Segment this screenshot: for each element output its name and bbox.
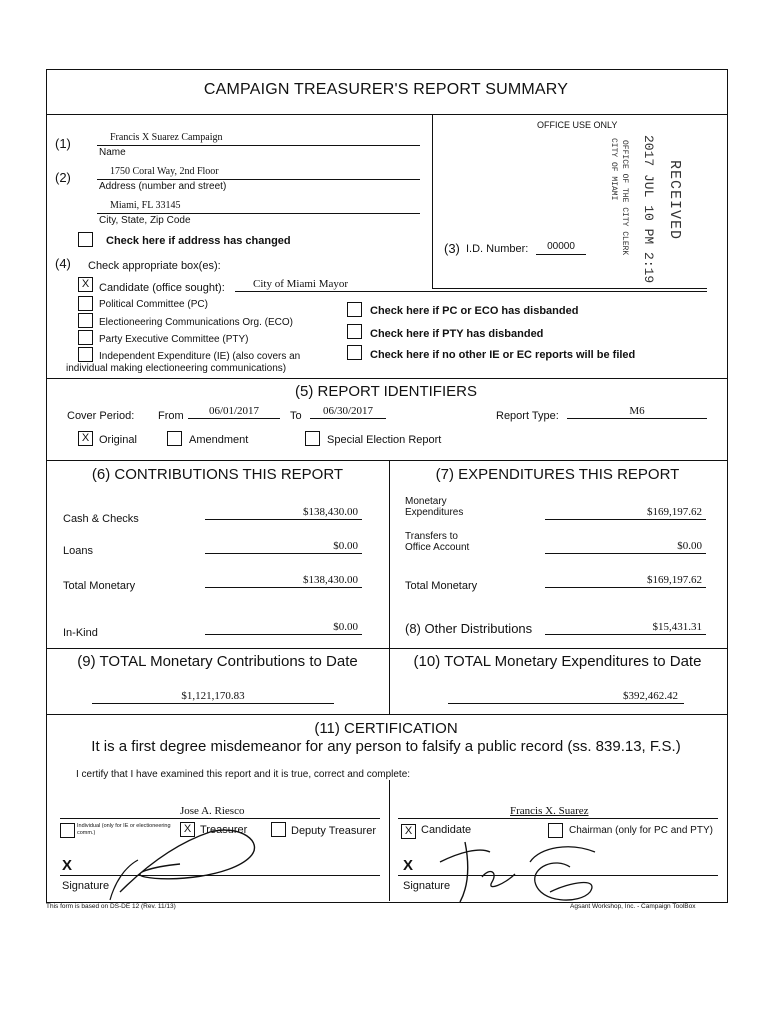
contributions-heading: (6) CONTRIBUTIONS THIS REPORT xyxy=(91,466,344,483)
pc-disbanded-checkbox[interactable] xyxy=(347,302,362,317)
ie-checkbox[interactable] xyxy=(78,347,93,362)
loans-value[interactable]: $0.00 xyxy=(205,539,362,554)
expenditures-heading: (7) EXPENDITURES THIS REPORT xyxy=(435,466,680,483)
certification-heading: (11) CERTIFICATION xyxy=(314,720,458,737)
exp-total-monetary-value[interactable]: $169,197.62 xyxy=(545,573,706,588)
office-use-label: OFFICE USE ONLY xyxy=(537,120,618,130)
signature-divider xyxy=(389,780,390,901)
certification-warning: It is a first degree misdemeanor for any person to falsify a public record (ss. 839.13, F.S.) xyxy=(91,738,681,755)
item-2-num: (2) xyxy=(55,170,71,185)
city-stamp: CITY OF MIAMI xyxy=(609,138,618,201)
divider xyxy=(46,714,727,715)
treasurer-x-mark: X xyxy=(62,857,73,874)
eco-label: Electioneering Communications Org. (ECO) xyxy=(99,317,293,328)
treasurer-label: Treasurer xyxy=(200,824,248,836)
name-line xyxy=(97,145,420,146)
received-date-stamp: 2017 JUL 10 PM 2:19 xyxy=(641,135,656,284)
other-distributions-label: (8) Other Distributions xyxy=(405,621,533,636)
candidate-signature-label: Signature xyxy=(403,880,451,892)
total-expenditures-value[interactable]: $392,462.42 xyxy=(448,689,684,704)
inkind-value[interactable]: $0.00 xyxy=(205,620,362,635)
office-divider xyxy=(432,114,433,288)
monetary-expenditures-value[interactable]: $169,197.62 xyxy=(545,505,706,520)
column-divider xyxy=(389,460,390,714)
item-1-num: (1) xyxy=(55,136,71,151)
report-type-label: Report Type: xyxy=(496,410,559,422)
report-type-value[interactable]: M6 xyxy=(567,404,707,419)
amendment-label: Amendment xyxy=(189,434,249,446)
footer-right: Agsant Workshop, Inc. - Campaign ToolBox xyxy=(570,903,696,910)
check-boxes-label: Check appropriate box(es): xyxy=(88,260,221,272)
address-changed-checkbox[interactable] xyxy=(78,232,93,247)
divider xyxy=(46,460,727,461)
other-distributions-value[interactable]: $15,431.31 xyxy=(545,620,706,635)
no-other-reports-label: Check here if no other IE or EC reports will be filed xyxy=(370,349,636,361)
footer-left: This form is based on DS-DE 12 (Rev. 11/13) xyxy=(46,903,176,910)
divider xyxy=(46,378,727,379)
transfers-value[interactable]: $0.00 xyxy=(545,539,706,554)
special-election-checkbox[interactable] xyxy=(305,431,320,446)
monetary-label-line2: Expenditures xyxy=(405,507,464,518)
office-bottom xyxy=(432,288,707,289)
to-value[interactable]: 06/30/2017 xyxy=(310,404,386,419)
city-line xyxy=(97,213,420,214)
id-number-value[interactable]: 00000 xyxy=(536,240,586,255)
pty-checkbox[interactable] xyxy=(78,330,93,345)
treasurer-name-line xyxy=(60,818,380,819)
monetary-label-line1: Monetary xyxy=(405,496,447,507)
treasurer-signature xyxy=(90,822,300,902)
from-value[interactable]: 06/01/2017 xyxy=(188,404,280,419)
ie-label: Independent Expenditure (IE) (also covers an xyxy=(99,351,301,362)
transfers-label-line2: Office Account xyxy=(405,542,470,553)
address-value[interactable]: 1750 Coral Way, 2nd Floor xyxy=(110,166,219,177)
certification-statement: I certify that I have examined this report and it is true, correct and complete: xyxy=(76,769,411,780)
pc-label: Political Committee (PC) xyxy=(99,299,208,310)
pc-checkbox[interactable] xyxy=(78,296,93,311)
candidate-checkbox[interactable]: X xyxy=(78,277,93,292)
pc-disbanded-label: Check here if PC or ECO has disbanded xyxy=(370,305,579,317)
deputy-treasurer-label: Deputy Treasurer xyxy=(291,825,376,837)
inkind-label: In-Kind xyxy=(63,627,98,639)
transfers-label-line1: Transfers to xyxy=(405,531,458,542)
city-value[interactable]: Miami, FL 33145 xyxy=(110,200,181,211)
total-contributions-value[interactable]: $1,121,170.83 xyxy=(92,689,334,704)
candidate-name[interactable]: Francis X. Suarez xyxy=(510,805,589,817)
ie-label-2: individual making electioneering communications) xyxy=(66,363,287,374)
candidate-sign-checkbox[interactable]: X xyxy=(401,824,416,839)
candidate-value[interactable]: City of Miami Mayor xyxy=(253,278,349,290)
id-number-num: (3) xyxy=(444,241,460,256)
total-contributions-heading: (9) TOTAL Monetary Contributions to Date xyxy=(77,653,358,670)
candidate-sign-label: Candidate xyxy=(421,824,472,836)
exp-total-monetary-label: Total Monetary xyxy=(405,580,478,592)
address-label: Address (number and street) xyxy=(99,181,227,192)
special-election-label: Special Election Report xyxy=(327,434,442,446)
original-checkbox[interactable]: X xyxy=(78,431,93,446)
form-title: CAMPAIGN TREASURER'S REPORT SUMMARY xyxy=(203,81,569,98)
treasurer-checkbox[interactable]: X xyxy=(180,822,195,837)
divider xyxy=(46,648,727,649)
id-number-label: I.D. Number: xyxy=(466,243,529,255)
item-4-num: (4) xyxy=(55,256,71,271)
address-changed-label: Check here if address has changed xyxy=(106,235,291,247)
original-label: Original xyxy=(99,434,137,446)
no-other-reports-checkbox[interactable] xyxy=(347,345,362,360)
identifiers-heading: (5) REPORT IDENTIFIERS xyxy=(295,383,477,400)
cash-value[interactable]: $138,430.00 xyxy=(205,505,362,520)
candidate-signature xyxy=(420,822,620,907)
office-stamp: OFFICE OF THE CITY CLERK xyxy=(620,140,629,256)
total-expenditures-heading: (10) TOTAL Monetary Expenditures to Date xyxy=(413,653,702,670)
pty-disbanded-checkbox[interactable] xyxy=(347,324,362,339)
individual-label: Individual (only for IE or electioneering comm.) xyxy=(77,823,171,836)
received-stamp: RECEIVED xyxy=(666,160,683,241)
cover-period-label: Cover Period: xyxy=(67,410,135,422)
divider xyxy=(46,114,727,115)
transfers-label xyxy=(405,531,469,553)
name-value[interactable]: Francis X Suarez Campaign xyxy=(110,132,223,143)
candidate-name-line xyxy=(398,818,718,819)
total-monetary-value[interactable]: $138,430.00 xyxy=(205,573,362,588)
candidate-line xyxy=(235,291,707,292)
amendment-checkbox[interactable] xyxy=(167,431,182,446)
monetary-expenditures-label xyxy=(405,496,463,518)
eco-checkbox[interactable] xyxy=(78,313,93,328)
individual-checkbox[interactable] xyxy=(60,823,75,838)
pty-disbanded-label: Check here if PTY has disbanded xyxy=(370,328,544,340)
city-label: City, State, Zip Code xyxy=(99,215,191,226)
name-label: Name xyxy=(99,147,126,158)
to-label: To xyxy=(290,410,302,422)
total-monetary-label: Total Monetary xyxy=(63,580,136,592)
treasurer-name[interactable]: Jose A. Riesco xyxy=(180,805,245,817)
candidate-x-mark: X xyxy=(403,857,414,874)
treasurer-signature-label: Signature xyxy=(62,880,110,892)
candidate-label: Candidate (office sought): xyxy=(99,282,225,294)
from-label: From xyxy=(158,410,184,422)
chairman-label: Chairman (only for PC and PTY) xyxy=(569,825,713,836)
pty-label: Party Executive Committee (PTY) xyxy=(99,334,249,345)
loans-label: Loans xyxy=(63,545,93,557)
address-line xyxy=(97,179,420,180)
cash-label: Cash & Checks xyxy=(63,513,139,525)
